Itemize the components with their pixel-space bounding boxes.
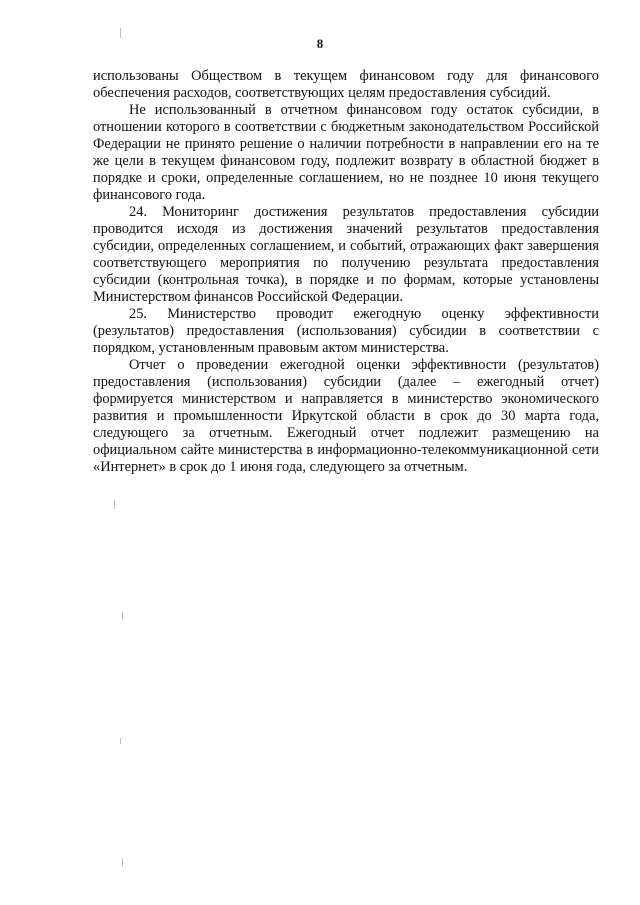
scan-margin-mark	[122, 858, 123, 866]
paragraph-annual-report: Отчет о проведении ежегодной оценки эффективности (результатов) предоставления (использования) субсидии (далее – ежегодный отчет) формируется министерством и направляется в министерство экономического развития и промышленности Иркутской области в срок до 30 марта года, следующего за отчетным. Ежегодный отчет подлежит размещению на официальном сайте министерства в информационно-телекоммуникационной сети «Интернет» в срок до 1 июня года, следующего за отчетным.	[93, 357, 599, 475]
scan-margin-mark	[120, 28, 121, 38]
scan-margin-mark	[114, 500, 115, 509]
page-number: 8	[316, 36, 324, 51]
paragraph-continuation: использованы Обществом в текущем финансовом году для финансового обеспечения расходов, соответствующих целям предоставления субсидий.	[93, 68, 599, 101]
paragraph-item-25-evaluation: 25. Министерство проводит ежегодную оценку эффективности (результатов) предоставления (использования) субсидии в соответствии с порядком, установленным правовым актом министерства.	[93, 306, 599, 356]
paragraph-unused-subsidy-balance: Не использованный в отчетном финансовом году остаток субсидии, в отношении которого в соответствии с бюджетным законодательством Российской Федерации не принято решение о наличии потребности в направлении его на те же цели в текущем финансовом году, подлежит возврату в областной бюджет в порядке и сроки, определенные соглашением, но не позднее 10 июня текущего финансового года.	[93, 102, 599, 203]
document-body	[93, 68, 599, 476]
scan-margin-mark	[120, 738, 121, 744]
paragraph-item-24-monitoring: 24. Мониторинг достижения результатов предоставления субсидии проводится исходя из достижения значений результатов предоставления субсидии, определенных соглашением, и событий, отражающих факт завершения соответствующего мероприятия по получению результата предоставления субсидии (контрольная точка), в порядке и по формам, которые установлены Министерством финансов Российской Федерации.	[93, 204, 599, 305]
scan-margin-mark	[122, 612, 123, 619]
